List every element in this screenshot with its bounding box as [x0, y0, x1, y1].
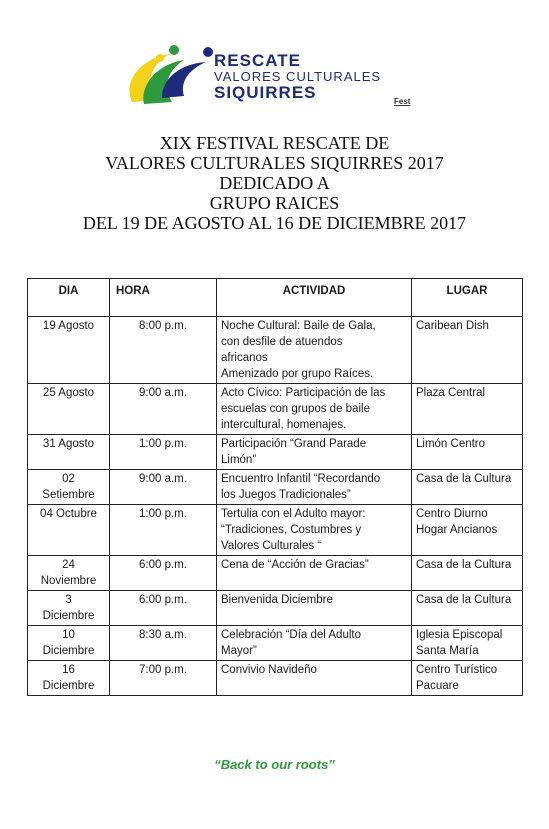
cell-dia-line: 19 Agosto: [42, 320, 95, 332]
cell-actividad-line: africanos: [221, 352, 268, 364]
cell-hora: 8:30 a.m.: [110, 626, 217, 661]
header-dia: DIA: [28, 279, 110, 317]
schedule-body: [28, 317, 523, 696]
cell-dia-line: Diciembre: [42, 680, 95, 692]
title-line-4: GRUPO RAICES: [209, 193, 340, 213]
cell-actividad-line: Valores Culturales “: [221, 540, 322, 552]
schedule-table: [27, 278, 523, 696]
cell-hora: 1:00 p.m.: [110, 435, 217, 470]
festival-title-block: [0, 133, 549, 233]
cell-dia: [28, 384, 110, 435]
cell-dia: [28, 591, 110, 626]
cell-dia-line: 10: [62, 629, 75, 641]
table-row: [28, 470, 523, 505]
cell-dia: [28, 317, 110, 384]
cell-dia-line: 04 Octubre: [40, 508, 97, 520]
cell-hora: 9:00 a.m.: [110, 384, 217, 435]
cell-dia: [28, 505, 110, 556]
cell-actividad-line: Convivio Navideño: [221, 664, 317, 676]
cell-actividad-line: Encuentro Infantil “Recordando: [221, 473, 381, 485]
cell-actividad: [217, 470, 412, 505]
cell-lugar-line: Limón Centro: [416, 438, 486, 450]
cell-actividad-line: Limón”: [221, 454, 257, 466]
cell-actividad-line: Celebración “Día del Adulto: [221, 629, 361, 641]
cell-lugar: [412, 435, 523, 470]
cell-dia: [28, 470, 110, 505]
cell-hora: 6:00 p.m.: [110, 556, 217, 591]
logo-line-1: RESCATE: [214, 51, 301, 70]
table-header-row: [28, 279, 523, 317]
title-line-3: DEDICADO A: [219, 173, 330, 193]
cell-actividad: [217, 505, 412, 556]
cell-dia-line: Setiembre: [42, 489, 95, 501]
table-row: [28, 591, 523, 626]
cell-dia: [28, 556, 110, 591]
cell-hora: 8:00 p.m.: [110, 317, 217, 384]
cell-actividad-line: Mayor”: [221, 645, 257, 657]
cell-lugar-line: Santa María: [416, 645, 479, 657]
cell-actividad-line: Bienvenida Diciembre: [221, 594, 333, 606]
table-row: [28, 661, 523, 696]
cell-actividad: [217, 317, 412, 384]
cell-actividad: [217, 384, 412, 435]
cell-lugar: [412, 556, 523, 591]
cell-lugar: [412, 470, 523, 505]
cell-actividad-line: Acto Cívico: Participación de las: [221, 387, 386, 399]
cell-dia-line: 02: [62, 473, 75, 485]
logo-text: [214, 52, 381, 101]
header-lugar: LUGAR: [412, 279, 523, 317]
cell-actividad-line: escuelas con grupos de baile: [221, 403, 370, 415]
logo-signature: Fest: [394, 97, 411, 106]
cell-lugar-line: Caribean Dish: [416, 320, 489, 332]
cell-hora: 9:00 a.m.: [110, 470, 217, 505]
table-row: [28, 317, 523, 384]
cell-lugar: [412, 626, 523, 661]
cell-actividad-line: Participación “Grand Parade: [221, 438, 367, 450]
cell-dia-line: Diciembre: [42, 645, 95, 657]
cell-dia-line: 16: [62, 664, 75, 676]
cell-lugar-line: Casa de la Cultura: [416, 473, 512, 485]
header-actividad: ACTIVIDAD: [217, 279, 412, 317]
cell-lugar: [412, 505, 523, 556]
cell-hora: 6:00 p.m.: [110, 591, 217, 626]
cell-actividad-line: con desfile de atuendos: [221, 336, 343, 348]
cell-actividad-line: intercultural, homenajes.: [221, 419, 347, 431]
cell-actividad-line: Noche Cultural: Baile de Gala,: [221, 320, 376, 332]
cell-dia-line: Diciembre: [42, 610, 95, 622]
slogan: “Back to our roots”: [214, 757, 335, 772]
cell-lugar-line: Casa de la Cultura: [416, 594, 512, 606]
table-row: [28, 435, 523, 470]
cell-lugar-line: Hogar Ancianos: [416, 524, 498, 536]
cell-dia: [28, 626, 110, 661]
cell-actividad-line: Tertulia con el Adulto mayor:: [221, 508, 366, 520]
cell-actividad-line: los Juegos Tradicionales”: [221, 489, 351, 501]
cell-dia-line: Noviembre: [40, 575, 97, 587]
cell-lugar: [412, 384, 523, 435]
cell-lugar-line: Iglesia Episcopal: [416, 629, 503, 641]
cell-hora: 7:00 p.m.: [110, 661, 217, 696]
cell-lugar-line: Casa de la Cultura: [416, 559, 512, 571]
cell-dia: [28, 435, 110, 470]
cell-actividad-line: Amenizado por grupo Raíces.: [221, 368, 374, 380]
festival-logo: [122, 40, 442, 110]
title-line-5: DEL 19 DE AGOSTO AL 16 DE DICIEMBRE 2017: [82, 213, 467, 233]
table-row: [28, 626, 523, 661]
logo-line-3: SIQUIRRES: [214, 83, 317, 102]
cell-lugar-line: Plaza Central: [416, 387, 486, 399]
header-hora: HORA: [110, 279, 217, 317]
title-line-1: XIX FESTIVAL RESCATE DE: [159, 133, 390, 153]
cell-dia-line: 3: [65, 594, 72, 606]
logo-line-2: VALORES CULTURALES: [214, 69, 382, 84]
cell-lugar: [412, 661, 523, 696]
cell-actividad: [217, 661, 412, 696]
cell-actividad-line: “Tradiciones, Costumbres y: [221, 524, 362, 536]
cell-hora: 1:00 p.m.: [110, 505, 217, 556]
cell-dia-line: 25 Agosto: [42, 387, 95, 399]
cell-actividad-line: Cena de “Acción de Gracias”: [221, 559, 369, 571]
cell-lugar: [412, 317, 523, 384]
title-line-2: VALORES CULTURALES SIQUIRRES 2017: [105, 153, 444, 173]
cell-lugar: [412, 591, 523, 626]
cell-actividad: [217, 556, 412, 591]
cell-dia: [28, 661, 110, 696]
cell-lugar-line: Centro Diurno: [416, 508, 488, 520]
cell-actividad: [217, 626, 412, 661]
cell-lugar-line: Centro Turístico: [416, 664, 498, 676]
logo-swoosh-icon: [122, 40, 222, 110]
cell-dia-line: 31 Agosto: [42, 438, 95, 450]
cell-dia-line: 24: [62, 559, 75, 571]
cell-actividad: [217, 435, 412, 470]
table-row: [28, 505, 523, 556]
table-row: [28, 556, 523, 591]
cell-lugar-line: Pacuare: [416, 680, 459, 692]
cell-actividad: [217, 591, 412, 626]
table-row: [28, 384, 523, 435]
